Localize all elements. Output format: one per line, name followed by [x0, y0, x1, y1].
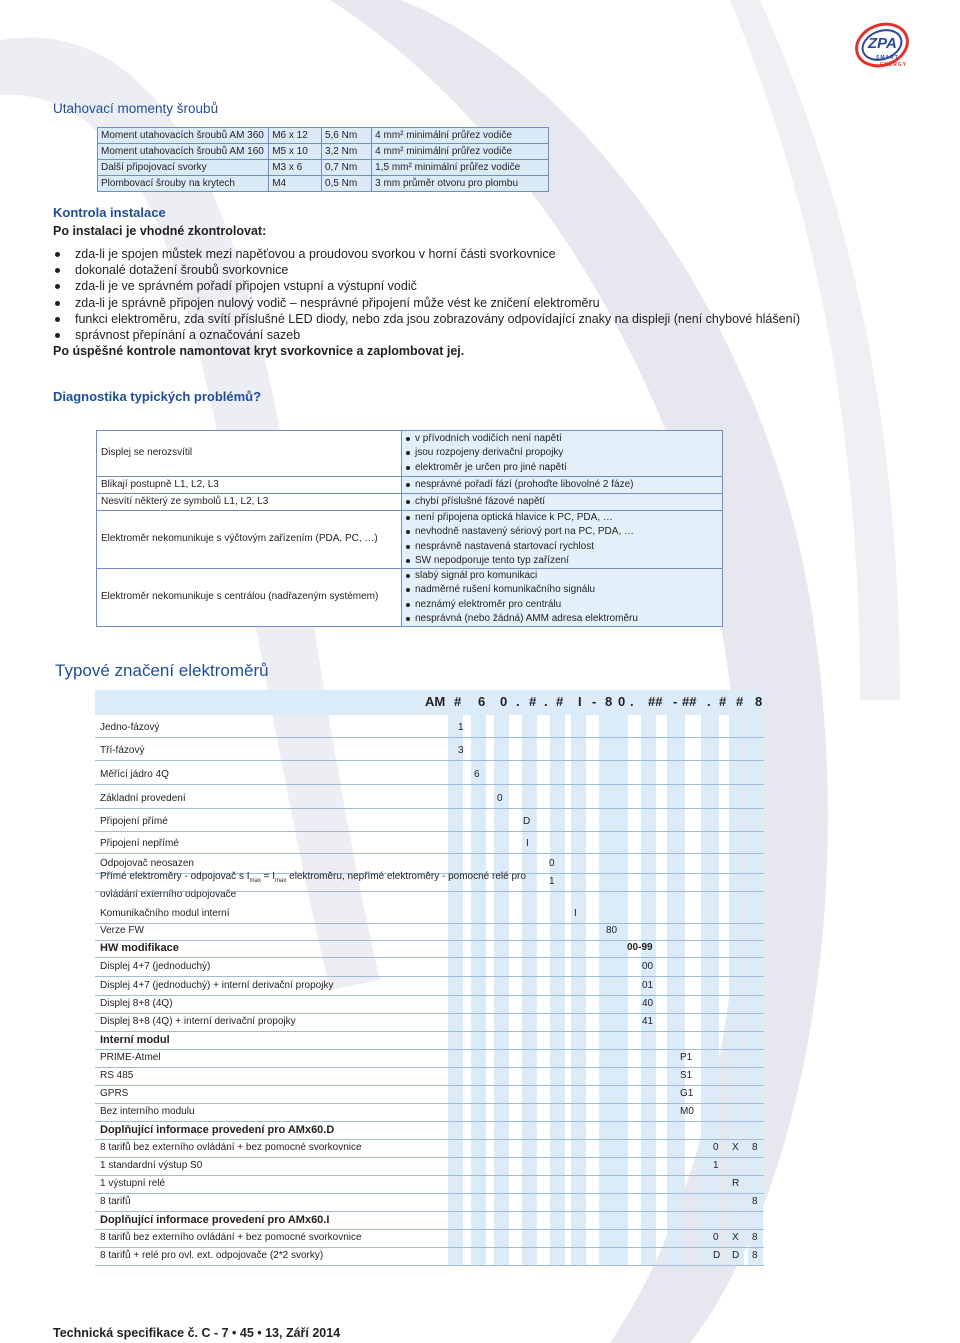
label-line2: ovládání externího odpojovače: [100, 889, 237, 900]
typecode-value: 80: [606, 925, 618, 936]
typecode-row: [95, 745, 764, 759]
typecode-value: 6: [474, 769, 480, 780]
footer-spec: Technická specifikace č. C - 7 • 45 • 13, Září 2014: [53, 1326, 341, 1340]
causes-cell: [402, 569, 723, 627]
install-final-note: Po úspěšné kontrole namontovat kryt svorkovnice a zaplombovat jej.: [53, 344, 465, 358]
label-part: max: [275, 878, 287, 884]
typecode-table: [95, 690, 764, 1265]
typecode-value: M0: [680, 1106, 694, 1117]
typecode-value: 1: [458, 722, 464, 733]
causes-cell: [402, 431, 723, 477]
label-part: elektroměru, nepřímé elektroměry - pomocné relé pro: [286, 871, 526, 882]
table-cell: 4 mm² minimální průřez vodiče: [372, 144, 549, 160]
typecode-value: I: [574, 908, 577, 919]
typecode-row: [95, 1088, 764, 1102]
typecode-row-label: 8 tarifů bez externího ovládání + bez pomocné svorkovnice: [100, 1232, 362, 1243]
table-row: [97, 511, 723, 569]
row-separator: [95, 1175, 764, 1176]
list-item: SW nepodporuje tento typ zařízení: [406, 554, 718, 568]
row-separator: [95, 1157, 764, 1158]
typecode-row-label: 1 standardní výstup S0: [100, 1160, 203, 1171]
typecode-value: 8: [752, 1232, 758, 1243]
row-separator: [95, 1049, 764, 1050]
typecode-row-label: 8 tarifů: [100, 1196, 131, 1207]
problem-cell: Blikají postupně L1, L2, L3: [97, 477, 402, 494]
code-char: -: [592, 694, 597, 709]
causes-cell: [402, 477, 723, 494]
typecode-row-label: Bez interního modulu: [100, 1106, 195, 1117]
typecode-row: [95, 1142, 764, 1156]
row-separator: [95, 853, 764, 854]
table-cell: Moment utahovacích šroubů AM 160: [98, 144, 269, 160]
typecode-row: [95, 908, 764, 922]
table-row: [98, 144, 549, 160]
typecode-value: 0: [713, 1232, 719, 1243]
code-char: 8: [755, 694, 763, 709]
table-row: [97, 431, 723, 477]
code-char: #: [719, 694, 727, 709]
table-row: [97, 569, 723, 627]
torque-title: Utahovací momenty šroubů: [53, 101, 219, 116]
list-item: nesprávně nastavená startovací rychlost: [406, 540, 718, 554]
typecode-row: [95, 961, 764, 975]
problem-cell: Elektroměr nekomunikuje s centrálou (nadřazeným systémem): [97, 569, 402, 627]
table-cell: M3 x 6: [269, 160, 322, 176]
list-item: elektroměr je určen pro jiné napětí: [406, 461, 718, 475]
list-item: zda-li je správně připojen nulový vodič – nesprávné připojení může vést ke zničení elektroměru: [53, 295, 800, 311]
label-part: = I: [260, 871, 276, 882]
code-char: I: [578, 694, 582, 709]
row-separator: [95, 1067, 764, 1068]
list-item: jsou rozpojeny derivační propojky: [406, 446, 718, 460]
typecode-value: X: [732, 1232, 739, 1243]
list-item: nesprávná (nebo žádná) AMM adresa elektroměru: [406, 612, 718, 626]
typecode-value: D: [732, 1250, 740, 1261]
table-cell: 3 mm průměr otvoru pro plombu: [372, 176, 549, 192]
typecode-value: 00-99: [627, 942, 653, 953]
typecode-value: 01: [642, 980, 654, 991]
code-char: .: [630, 694, 634, 709]
code-char: .: [707, 694, 711, 709]
typecode-row-label: 1 výstupní relé: [100, 1178, 166, 1189]
typecode-value: 40: [642, 998, 654, 1009]
code-char: #: [556, 694, 564, 709]
typecode-row: [95, 1196, 764, 1210]
row-separator: [95, 995, 764, 996]
table-cell: Moment utahovacích šroubů AM 360: [98, 128, 269, 144]
table-cell: 4 mm² minimální průřez vodiče: [372, 128, 549, 144]
row-separator: [95, 737, 764, 738]
typecode-value: D: [523, 816, 531, 827]
typecode-row: [95, 1106, 764, 1120]
typecode-value: 0: [497, 793, 503, 804]
typecode-row: [95, 1070, 764, 1084]
table-row: [98, 176, 549, 192]
typecode-row-label: Připojení přímé: [100, 816, 168, 827]
typecode-value: 8: [752, 1250, 758, 1261]
row-separator: [95, 940, 764, 941]
code-char: ##: [648, 694, 663, 709]
typecode-row-label: Komunikačního modul interní: [100, 908, 230, 919]
typecode-row-label: 8 tarifů bez externího ovládání + bez pomocné svorkovnice: [100, 1142, 362, 1153]
logo-text: ZPA: [868, 35, 897, 52]
code-char: ##: [682, 694, 697, 709]
table-cell: M5 x 10: [269, 144, 322, 160]
typecode-row-label: Interní modul: [100, 1034, 170, 1046]
typecode-value: 0: [549, 858, 555, 869]
row-separator: [95, 1013, 764, 1014]
row-separator: [95, 831, 764, 832]
typecode-row-label: Displej 8+8 (4Q) + interní derivační propojky: [100, 1016, 296, 1027]
typecode-row: [95, 1214, 764, 1228]
row-separator: [95, 1265, 764, 1266]
table-cell: 5,6 Nm: [321, 128, 371, 144]
list-item: chybí příslušné fázové napětí: [406, 495, 718, 509]
typecode-value: R: [732, 1178, 740, 1189]
table-cell: M4: [269, 176, 322, 192]
typecode-value: S1: [680, 1070, 693, 1081]
code-char: 0: [618, 694, 626, 709]
list-item: nesprávné pořadí fází (prohoďte libovolné 2 fáze): [406, 478, 718, 492]
row-separator: [95, 1085, 764, 1086]
label-part: Přímé elektroměry - odpojovač s I: [100, 871, 250, 882]
list-item: v přívodních vodičích není napětí: [406, 432, 718, 446]
causes-cell: [402, 494, 723, 511]
table-cell: 0,7 Nm: [321, 160, 371, 176]
row-separator: [95, 760, 764, 761]
typecode-row: [95, 816, 764, 830]
list-item: zda-li je spojen můstek mezi napěťovou a proudovou svorkou v horní části svorkovnice: [53, 246, 800, 262]
code-char: #: [454, 694, 462, 709]
install-subtitle: Po instalaci je vhodné zkontrolovat:: [53, 224, 267, 238]
typecode-row-label: HW modifikace: [100, 942, 179, 954]
typecode-value: 0: [713, 1142, 719, 1153]
typecode-row: [95, 998, 764, 1012]
typecode-value: 1: [549, 876, 555, 887]
causes-cell: [402, 511, 723, 569]
code-char: AM: [425, 694, 446, 709]
list-item: správnost přepínání a označování sazeb: [53, 327, 800, 343]
typecode-row-label: Doplňující informace provedení pro AMx60.I: [100, 1214, 330, 1226]
row-separator: [95, 1139, 764, 1140]
list-item: nevhodně nastavený sériový port na PC, PDA, …: [406, 525, 718, 539]
table-cell: 3,2 Nm: [321, 144, 371, 160]
row-separator: [95, 923, 764, 924]
table-cell: Plombovací šrouby na krytech: [98, 176, 269, 192]
table-row: [98, 128, 549, 144]
typecode-row: [95, 925, 764, 939]
install-title: Kontrola instalace: [53, 205, 166, 220]
table-cell: M6 x 12: [269, 128, 322, 144]
typecode-row-label: RS 485: [100, 1070, 134, 1081]
row-separator: [95, 1121, 764, 1122]
typecode-row-label: Jedno-fázový: [100, 722, 160, 733]
typecode-value: 8: [752, 1196, 758, 1207]
typecode-row-label: Displej 4+7 (jednoduchý) + interní derivační propojky: [100, 980, 334, 991]
typecode-row-label: Doplňující informace provedení pro AMx60.D: [100, 1124, 335, 1136]
code-char: .: [516, 694, 520, 709]
typecode-row-label: Měřící jádro 4Q: [100, 769, 169, 780]
row-separator: [95, 957, 764, 958]
code-char: 6: [478, 694, 486, 709]
row-separator: [95, 1103, 764, 1104]
row-separator: [95, 976, 764, 977]
row-separator: [95, 1031, 764, 1032]
typecode-row-label: Základní provedení: [100, 793, 186, 804]
typecode-row-label: 8 tarifů + relé pro ovl. ext. odpojovače (2*2 svorky): [100, 1250, 324, 1261]
typecode-row: [95, 871, 764, 900]
problem-cell: Elektroměr nekomunikuje s výčtovým zařízením (PDA, PC, …): [97, 511, 402, 569]
typecode-row: [95, 980, 764, 994]
table-cell: 1,5 mm² minimální průřez vodiče: [372, 160, 549, 176]
code-char: -: [673, 694, 678, 709]
table-row: [97, 494, 723, 511]
code-char: #: [736, 694, 744, 709]
typecode-row: [95, 838, 764, 852]
typecode-value: 1: [713, 1160, 719, 1171]
label-part: max: [249, 878, 261, 884]
typecode-row-label: PRIME-Atmel: [100, 1052, 161, 1063]
problem-cell: Displej se nerozsvítil: [97, 431, 402, 477]
row-separator: [95, 1193, 764, 1194]
typecode-row: [95, 1052, 764, 1066]
row-separator: [95, 784, 764, 785]
typecode-row-label: [100, 870, 526, 901]
typecode-row: [95, 722, 764, 736]
table-cell: 0,5 Nm: [321, 176, 371, 192]
row-separator: [95, 1229, 764, 1230]
row-separator: [95, 808, 764, 809]
diagnostics-table: [96, 430, 723, 627]
typecode-row: [95, 769, 764, 783]
typecode-row-label: Displej 4+7 (jednoduchý): [100, 961, 211, 972]
typecode-row: [95, 1178, 764, 1192]
list-item: neznámý elektroměr pro centrálu: [406, 598, 718, 612]
typecode-value: D: [713, 1250, 721, 1261]
typecode-row: [95, 942, 764, 956]
diagnostics-title: Diagnostika typických problémů?: [53, 389, 262, 404]
typecode-row: [95, 793, 764, 807]
typecode-row: [95, 1034, 764, 1048]
typecode-row: [95, 1016, 764, 1030]
typecode-row-label: GPRS: [100, 1088, 129, 1099]
list-item: funkci elektroměru, zda svítí příslušné LED diody, nebo zda jsou zobrazovány odpovídající znaky na displeji (není chybové hlášení): [53, 311, 800, 327]
list-item: slabý signál pro komunikaci: [406, 569, 718, 583]
torque-table: [97, 127, 549, 192]
code-char: .: [544, 694, 548, 709]
row-separator: [95, 1247, 764, 1248]
typecode-value: G1: [680, 1088, 694, 1099]
typecode-row: [95, 1250, 764, 1264]
code-char: 8: [605, 694, 613, 709]
typecode-row-label: Připojení nepřímé: [100, 838, 179, 849]
typecode-row: [95, 1160, 764, 1174]
typecode-value: 3: [458, 745, 464, 756]
table-row: [97, 477, 723, 494]
list-item: zda-li je ve správném pořadí připojen vstupní a výstupní vodič: [53, 278, 800, 294]
row-separator: [95, 1211, 764, 1212]
typecode-row: [95, 1124, 764, 1138]
logo-sub-energy: ENERGY: [880, 62, 908, 68]
install-checklist: [53, 246, 800, 343]
company-logo: [852, 20, 914, 76]
code-char: 0: [500, 694, 508, 709]
list-item: není připojena optická hlavice k PC, PDA, …: [406, 511, 718, 525]
list-item: dokonalé dotažení šroubů svorkovnice: [53, 262, 800, 278]
typecode-value: I: [526, 838, 529, 849]
logo-sub-smart: SMART: [876, 55, 899, 61]
typecode-value: P1: [680, 1052, 693, 1063]
typecode-row-label: Verze FW: [100, 925, 144, 936]
typecode-row-label: Odpojovač neosazen: [100, 858, 194, 869]
typecode-value: 41: [642, 1016, 654, 1027]
typecode-value: 8: [752, 1142, 758, 1153]
typecode-row-label: Tří-fázový: [100, 745, 145, 756]
typecode-row-label: Displej 8+8 (4Q): [100, 998, 173, 1009]
table-cell: Další připojovací svorky: [98, 160, 269, 176]
row-separator: [95, 891, 764, 892]
typecode-value: 00: [642, 961, 654, 972]
typecode-row: [95, 1232, 764, 1246]
table-row: [98, 160, 549, 176]
typecode-value: X: [732, 1142, 739, 1153]
code-char: #: [529, 694, 537, 709]
problem-cell: Nesvítí některý ze symbolů L1, L2, L3: [97, 494, 402, 511]
typecode-title: Typové značení elektroměrů: [55, 661, 269, 680]
list-item: nadměrné rušení komunikačního signálu: [406, 583, 718, 597]
